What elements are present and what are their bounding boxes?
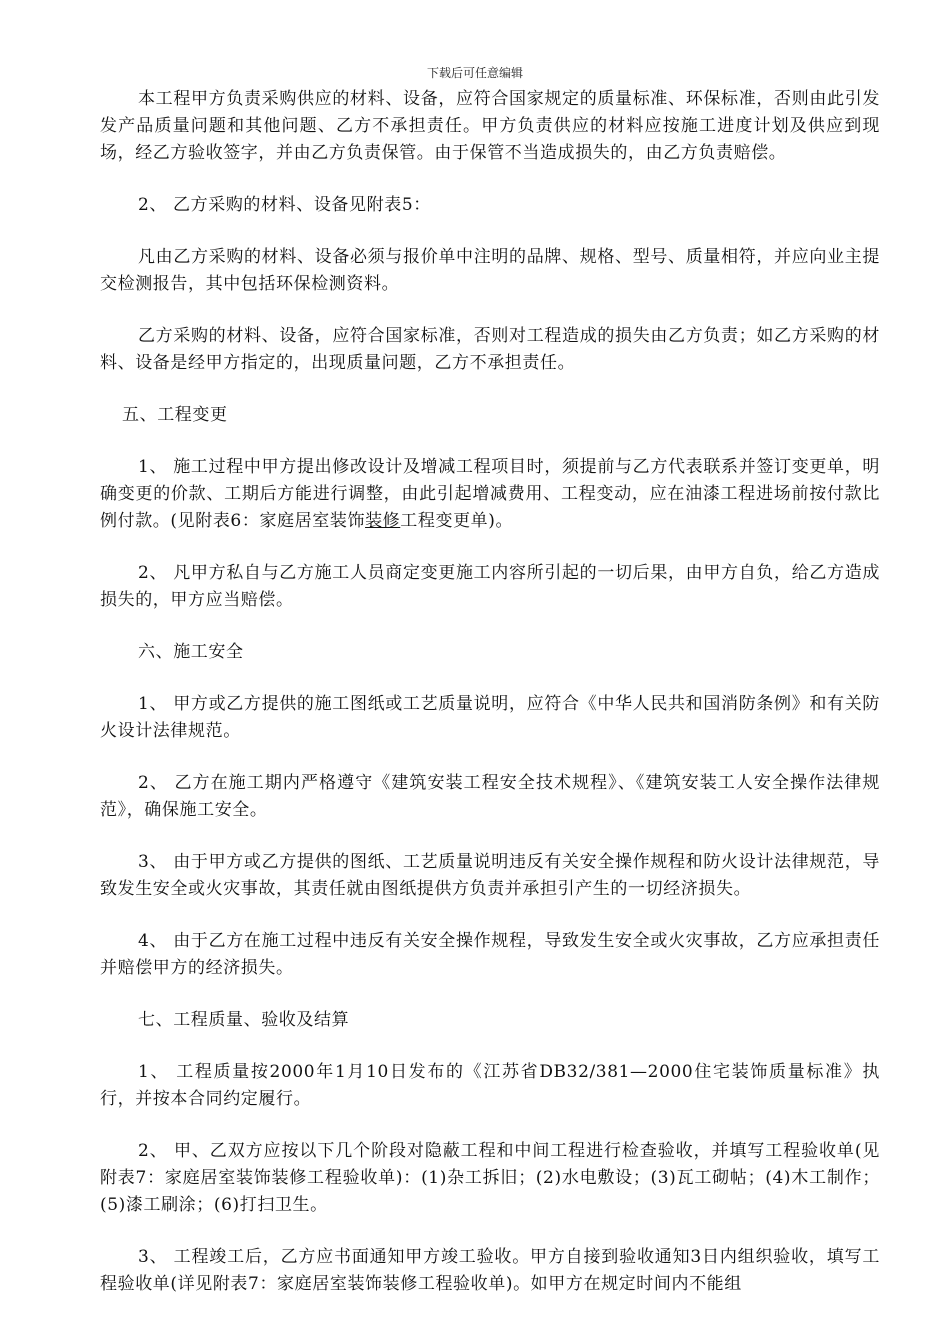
- paragraph-change-1: [100, 454, 880, 535]
- header-note: 下载后可任意编辑: [426, 66, 523, 80]
- section-heading-safety: 六、施工安全: [138, 642, 244, 662]
- paragraph-safety-4: 4、 由于乙方在施工过程中违反有关安全操作规程，导致发生安全或火灾事故，乙方应承担责任并赔偿甲方的经济损失。: [100, 931, 880, 978]
- paragraph-quality-2: 2、 甲、乙双方应按以下几个阶段对隐蔽工程和中间工程进行检查验收，并填写工程验收单(见附表7：家庭居室装饰装修工程验收单)：(1)杂工拆旧；(2)水电敷设；(3)瓦工砌帖；(4)木工制作；(5)漆工刷涂；(6)打扫卫生。: [100, 1141, 880, 1215]
- paragraph-change-1-text: 1、 施工过程中甲方提出修改设计及增减工程项目时，须提前与乙方代表联系并签订变更单，明确变更的价款、工期后方能进行调整，由此引起增减费用、工程变动，应在油漆工程进场前按付款比例付款。(见附表6：家庭居室装饰: [100, 457, 880, 531]
- paragraph-change-1-text-end: 工程变更单)。: [400, 511, 514, 531]
- paragraph-materials-party-a: 本工程甲方负责采购供应的材料、设备，应符合国家规定的质量标准、环保标准，否则由此引发发产品质量问题和其他问题、乙方不承担责任。甲方负责供应的材料应按施工进度计划及供应到现场，经乙方验收签字，并由乙方负责保管。由于保管不当造成损失的，由乙方负责赔偿。: [100, 89, 880, 163]
- paragraph-quality-3: 3、 工程竣工后，乙方应书面通知甲方竣工验收。甲方自接到验收通知3日内组织验收，填写工程验收单(详见附表7：家庭居室装饰装修工程验收单)。如甲方在规定时间内不能组: [100, 1247, 880, 1294]
- paragraph-materials-brand-match: 凡由乙方采购的材料、设备必须与报价单中注明的品牌、规格、型号、质量相符，并应向业主提交检测报告，其中包括环保检测资料。: [100, 247, 880, 294]
- underlined-term: 装修: [365, 511, 401, 531]
- paragraph-materials-party-b-item: 2、 乙方采购的材料、设备见附表5：: [138, 195, 431, 215]
- paragraph-safety-2: 2、 乙方在施工期内严格遵守《建筑安装工程安全技术规程》、《建筑安装工人安全操作法律规范》，确保施工安全。: [100, 773, 880, 820]
- paragraph-quality-1: 1、 工程质量按2000年1月10日发布的《江苏省DB32/381—2000住宅装饰质量标准》执行，并按本合同约定履行。: [100, 1062, 880, 1109]
- paragraph-safety-1: 1、 甲方或乙方提供的施工图纸或工艺质量说明，应符合《中华人民共和国消防条例》和有关防火设计法律规范。: [100, 694, 880, 741]
- document-body: [100, 86, 880, 1323]
- paragraph-change-2: 2、 凡甲方私自与乙方施工人员商定变更施工内容所引起的一切后果，由甲方自负，给乙方造成损失的，甲方应当赔偿。: [100, 563, 880, 610]
- section-heading-changes: 五、工程变更: [122, 405, 228, 425]
- paragraph-materials-standard: 乙方采购的材料、设备，应符合国家标准，否则对工程造成的损失由乙方负责；如乙方采购的材料、设备是经甲方指定的，出现质量问题，乙方不承担责任。: [100, 326, 880, 373]
- section-heading-quality: 七、工程质量、验收及结算: [138, 1010, 350, 1030]
- paragraph-safety-3: 3、 由于甲方或乙方提供的图纸、工艺质量说明违反有关安全操作规程和防火设计法律规范，导致发生安全或火灾事故，其责任就由图纸提供方负责并承担引产生的一切经济损失。: [100, 852, 880, 899]
